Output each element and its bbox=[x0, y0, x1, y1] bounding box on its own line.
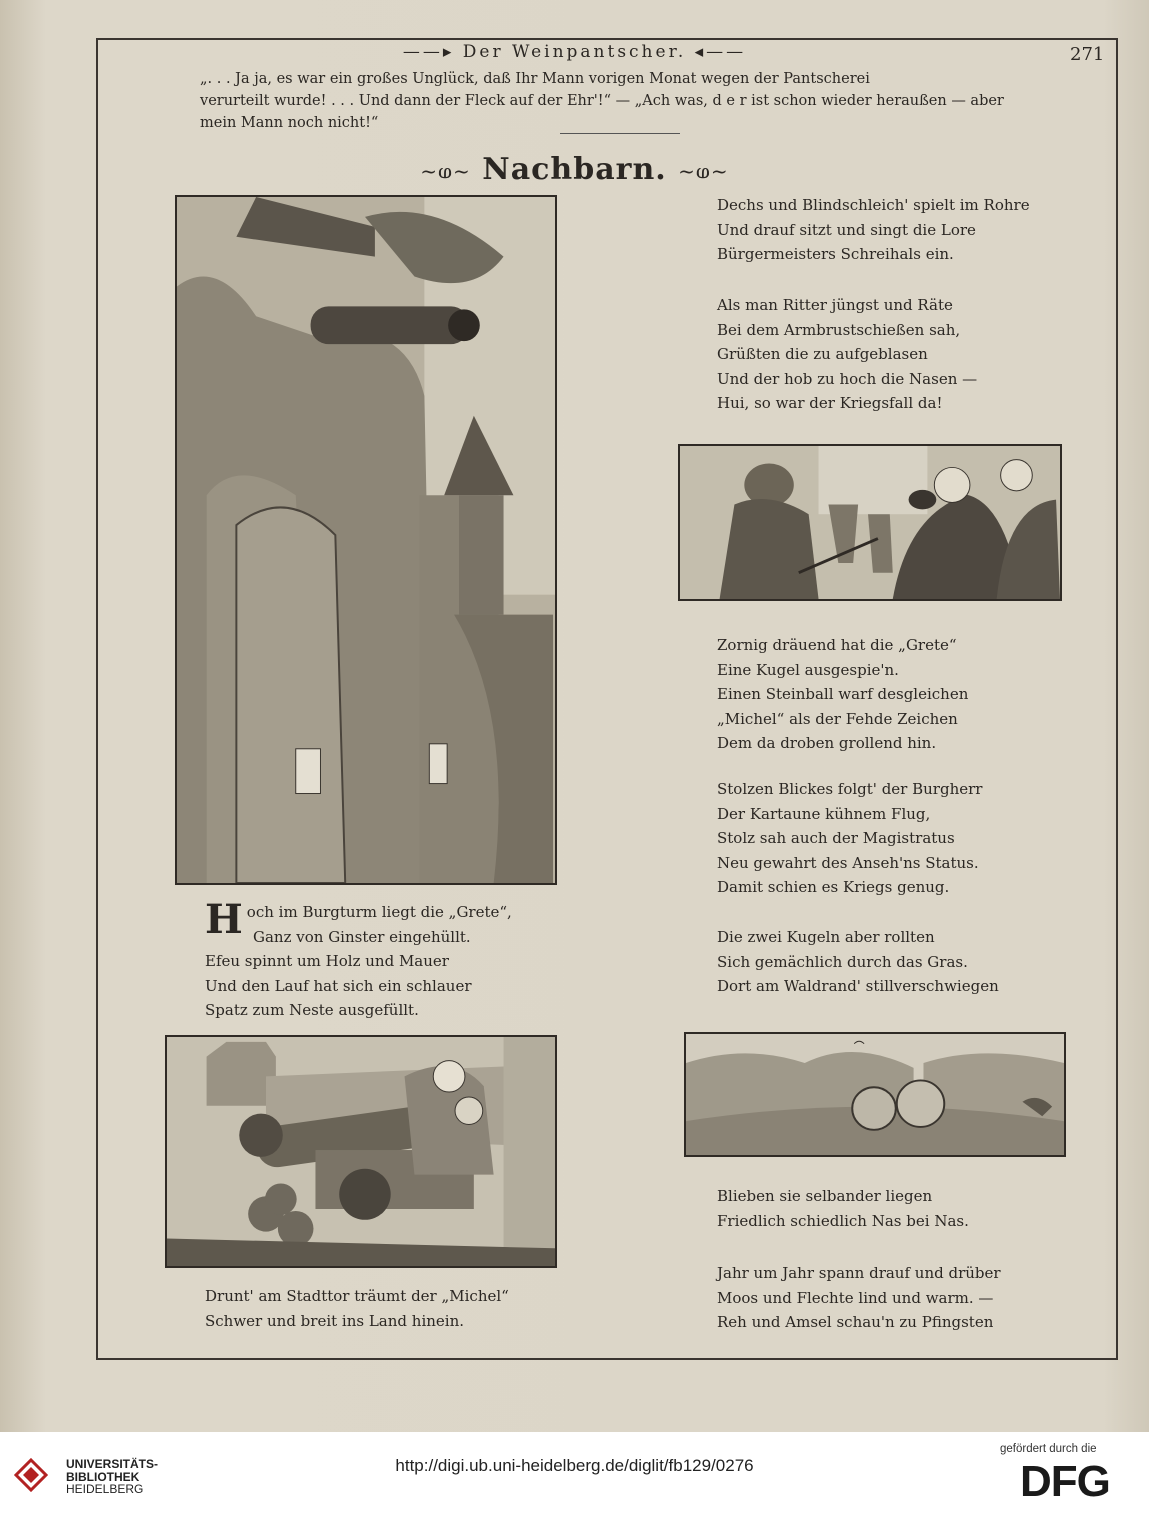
verse-line: Dem da droben grollend hin. bbox=[717, 734, 937, 752]
page-number: 271 bbox=[1070, 44, 1105, 65]
verse-line: Zornig dräuend hat die „Grete“ bbox=[717, 636, 957, 654]
verse-line: Grüßten die zu aufgeblasen bbox=[717, 345, 928, 363]
verse-line: Der Kartaune kühnem Flug, bbox=[717, 804, 931, 823]
illustration-castle-tower bbox=[175, 195, 557, 885]
verse-line: Bürgermeisters Schreihals ein. bbox=[717, 245, 954, 263]
verse-line: Die zwei Kugeln aber rollten bbox=[717, 928, 935, 946]
poem-title-text: Nachbarn. bbox=[482, 152, 667, 187]
verse-line: Efeu spinnt um Holz und Mauer bbox=[205, 952, 449, 970]
verse-line: Spatz zum Neste ausgefüllt. bbox=[205, 1001, 419, 1019]
verse-line: Bei dem Armbrustschießen sah, bbox=[717, 320, 961, 339]
dfg-logo[interactable]: DFG bbox=[1020, 1457, 1110, 1506]
verse-line: Hui, so war der Kriegsfall da! bbox=[717, 394, 943, 412]
library-name-line: BIBLIOTHEK bbox=[66, 1469, 140, 1484]
right-stanza-2 bbox=[717, 293, 977, 416]
title-ornament-right-icon: ~ⱷ~ bbox=[678, 159, 729, 183]
title-ornament-left-icon: ~ⱷ~ bbox=[420, 159, 471, 183]
verse-line: Stolz sah auch der Magistratus bbox=[717, 829, 955, 847]
caption-divider bbox=[560, 133, 680, 134]
library-name-line: UNIVERSITÄTS- bbox=[66, 1457, 159, 1471]
funding-note: gefördert durch die bbox=[1000, 1443, 1097, 1455]
right-stanza-6 bbox=[717, 1184, 969, 1233]
illustration-knight-and-councillors bbox=[678, 444, 1062, 601]
library-name-line: HEIDELBERG bbox=[66, 1482, 144, 1496]
verse-line: Damit schien es Kriegs genug. bbox=[717, 878, 950, 896]
right-stanza-5 bbox=[717, 925, 999, 999]
left-stanza-2 bbox=[205, 1284, 509, 1333]
running-header: ——▸ Der Weinpantscher. ◂—— bbox=[402, 42, 747, 62]
caption-line: mein Mann noch nicht!“ bbox=[200, 115, 379, 131]
verse-line: „Michel“ als der Fehde Zeichen bbox=[717, 709, 958, 728]
verse-line: Dechs und Blindschleich' spielt im Rohre bbox=[717, 196, 1030, 214]
verse-line: Eine Kugel ausgespie'n. bbox=[717, 660, 899, 679]
left-stanza-1 bbox=[205, 896, 512, 1023]
verse-line: Neu gewahrt des Anseh'ns Status. bbox=[717, 853, 979, 872]
verse-line: Sich gemächlich durch das Gras. bbox=[717, 952, 968, 971]
verse-line: Stolzen Blickes folgt' der Burgherr bbox=[717, 780, 983, 798]
verse-line: och im Burgturm liegt die „Grete“, bbox=[246, 903, 512, 921]
verse-line: Jahr um Jahr spann drauf und drüber bbox=[717, 1264, 1001, 1282]
verse-line: Und drauf sitzt und singt die Lore bbox=[717, 220, 976, 239]
right-stanza-4 bbox=[717, 777, 982, 900]
right-stanza-3 bbox=[717, 633, 968, 756]
verse-line: Blieben sie selbander liegen bbox=[717, 1187, 933, 1205]
verse-line: Einen Steinball warf desgleichen bbox=[717, 685, 969, 703]
verse-line: Und der hob zu hoch die Nasen — bbox=[717, 369, 978, 388]
right-stanza-1 bbox=[717, 193, 1030, 267]
right-stanza-7 bbox=[717, 1261, 1001, 1335]
poem-title bbox=[0, 152, 1149, 187]
verse-line: Und den Lauf hat sich ein schlauer bbox=[205, 976, 472, 995]
viewer-footer bbox=[0, 1432, 1149, 1516]
permalink-url[interactable]: http://digi.ub.uni-heidelberg.de/diglit/fb129/0276 bbox=[395, 1456, 754, 1475]
caption-text bbox=[200, 68, 1030, 134]
verse-line: Schwer und breit ins Land hinein. bbox=[205, 1311, 465, 1330]
drop-cap: H bbox=[205, 896, 243, 943]
verse-line: Ganz von Ginster eingehüllt. bbox=[253, 927, 471, 946]
illustration-cannon-at-gate bbox=[165, 1035, 557, 1268]
verse-line: Friedlich schiedlich Nas bei Nas. bbox=[717, 1211, 969, 1230]
verse-line: Als man Ritter jüngst und Räte bbox=[717, 296, 953, 314]
illustration-cannonballs-in-grass bbox=[684, 1032, 1066, 1157]
verse-line: Moos und Flechte lind und warm. — bbox=[717, 1288, 994, 1307]
verse-line: Drunt' am Stadttor träumt der „Michel“ bbox=[205, 1287, 509, 1305]
caption-line: verurteilt wurde! . . . Und dann der Fleck auf der Ehr'!“ — „Ach was, d e r ist schon wieder heraußen — aber bbox=[200, 93, 1004, 109]
caption-line: „. . . Ja ja, es war ein großes Unglück, daß Ihr Mann vorigen Monat wegen der Pantscherei bbox=[200, 71, 870, 87]
verse-line: Dort am Waldrand' stillverschwiegen bbox=[717, 977, 999, 995]
verse-line: Reh und Amsel schau'n zu Pfingsten bbox=[717, 1313, 994, 1331]
